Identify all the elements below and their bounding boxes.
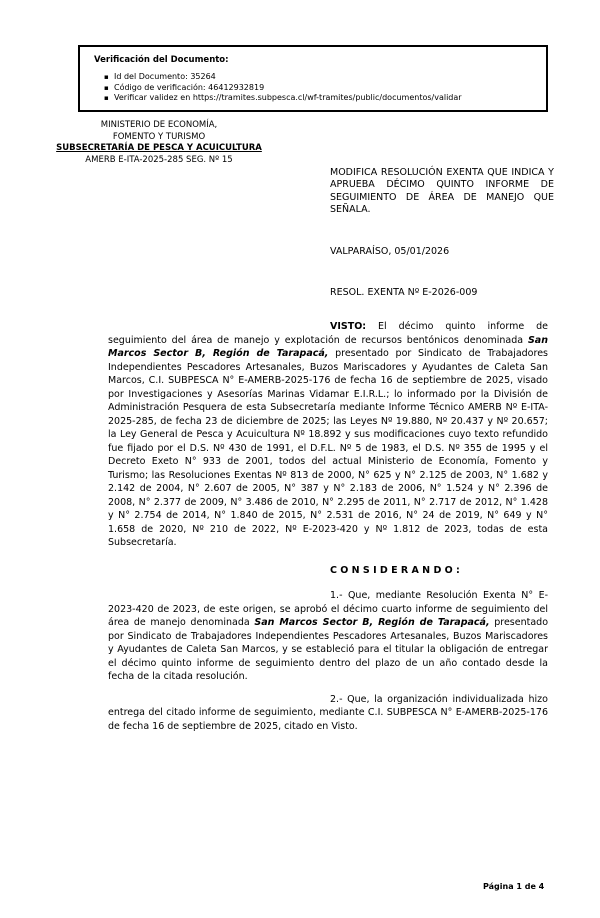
verification-item-code: [104, 83, 536, 94]
verification-box: [78, 45, 548, 112]
letterhead: [28, 120, 290, 166]
ministry-name-line1: MINISTERIO DE ECONOMÍA,: [100, 120, 218, 130]
page-number: Página 1 de 4: [483, 882, 545, 891]
verification-list: [94, 72, 536, 104]
verification-title: Verificación del Documento:: [94, 55, 229, 65]
bullet-icon: ▪: [104, 83, 109, 92]
resolution-subject: MODIFICA RESOLUCIÓN EXENTA QUE INDICA Y APRUEBA DÉCIMO QUINTO INFORME DE SEGUIMIENTO DE ÁREA DE MANEJO QUE SEÑALA.: [330, 167, 554, 215]
considerando-heading: C O N S I D E R A N D O :: [330, 564, 460, 576]
verification-item-url: [104, 93, 536, 104]
resolution-number: RESOL. EXENTA Nº E-2026-009: [330, 287, 478, 298]
document-body: [108, 320, 548, 733]
ministry-name-line2: FOMENTO Y TURISMO: [112, 131, 206, 142]
bullet-icon: ▪: [104, 94, 109, 102]
document-reference: AMERB E-ITA-2025-285 SEG. Nº 15: [85, 154, 233, 165]
considerando-paragraph-1: 1.- Que, mediante Resolución Exenta N° E-2023-420 de 2023, de este origen, se aprobó el décimo cuarto informe de seguimiento del área de manejo denominada San Marcos Sector B, Región de Tarapacá, presentado por Sindicato de Trabajadores Independientes Pescadores Artesanales, Buzos Mariscadores y Ayudantes de Caleta San Marcos, y se estableció para el titular la obligación de entregar el décimo quinto informe de seguimiento dentro del plazo de un año contado desde la fecha de la citada resolución.: [108, 590, 549, 682]
bullet-icon: ▪: [104, 73, 109, 81]
place-date: VALPARAÍSO, 05/01/2026: [330, 246, 450, 257]
verification-item-label: Id del Documento: 35264: [114, 72, 216, 81]
verification-item-document-id: [104, 72, 536, 83]
considerando-paragraph-2: 2.- Que, la organización individualizada hizo entrega del citado informe de seguimiento, mediante C.I. SUBPESCA N° E-AMERB-2025-176 de fecha 16 de septiembre de 2025, citado en Visto.: [108, 693, 548, 732]
verification-item-label: Código de verificación: 46412932819: [114, 82, 265, 92]
visto-paragraph: VISTO: El décimo quinto informe de seguimiento del área de manejo y explotación de recursos bentónicos denominada San Marcos Sector B, Región de Tarapacá, presentado por Sindicato de Trabajadores Independientes Pescadores Artesanales, Buzos Mariscadores y Ayudantes de Caleta San Marcos, C.I. SUBPESCA N° E-AMERB-2025-176 de fecha 16 de septiembre de 2025, visado por Investigaciones y Asesorías Marinas Vidamar E.I.R.L.; lo informado por la División de Administración Pesquera de esta Subsecretaría mediante Informe Técnico AMERB Nº E-ITA-2025-285, de fecha 23 de diciembre de 2025; las Leyes Nº 19.880, Nº 20.437 y Nº 20.657; la Ley General de Pesca y Acuicultura Nº 18.892 y sus modificaciones cuyo texto refundido fue fijado por el D.S. Nº 430 de 1991, el D.F.L. Nº 5 de 1983, el D.S. Nº 355 de 1995 y el Decreto Exeto N° 933 de 2001, todos del actual Ministerio de Economía, Fomento y Turismo; las Resoluciones Exentas Nº 813 de 2000, N° 625 y N° 2.125 de 2003, N° 1.682 y 2.142 de 2004, N° 2.607 de 2005, N° 387 y N° 2.183 de 2006, N° 1.524 y N° 2.396 de 2008, N° 2.377 de 2009, N° 3.486 de 2010, N° 2.295 de 2011, N° 2.717 de 2012, N° 1.428 y N° 2.754 de 2014, N° 1.840 de 2015, N° 2.531 de 2016, N° 24 de 2019, N° 649 y N° 1.658 de 2020, Nº 210 de 2022, Nº E-2023-420 y Nº 1.812 de 2023, todas de esta Subsecretaría.: [108, 321, 548, 548]
verification-url-text: Verificar validez en https://tramites.subpesca.cl/wf-tramites/public/documentos/validar: [114, 93, 462, 102]
subsecretaria-name: SUBSECRETARÍA DE PESCA Y ACUICULTURA: [56, 143, 262, 153]
